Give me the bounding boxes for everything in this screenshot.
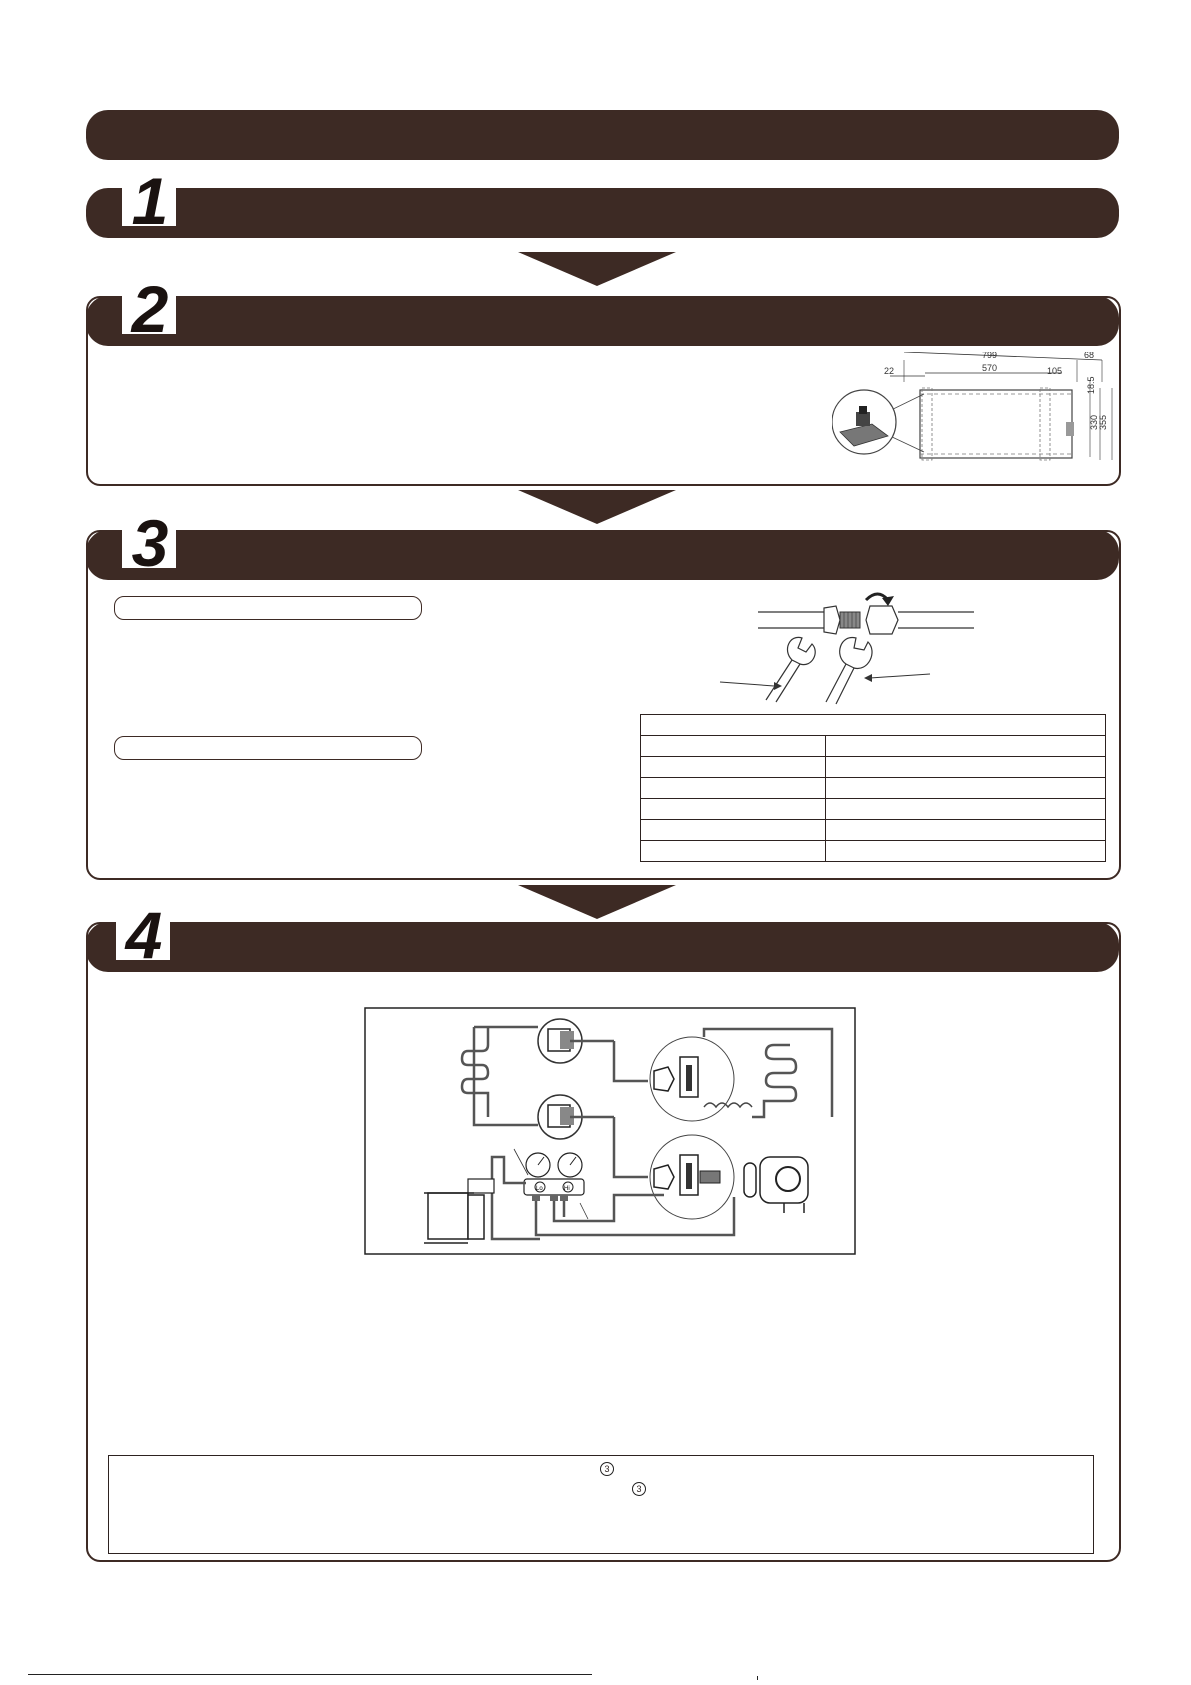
- circled-number-marker: 3: [632, 1482, 646, 1496]
- step-4-number: 4: [125, 898, 161, 972]
- dim-22: 22: [884, 366, 895, 376]
- dim-330: 330: [1089, 414, 1099, 430]
- low-gauge-label: Lo: [536, 1186, 543, 1192]
- dim-68: 68: [1084, 352, 1095, 360]
- table-row: [641, 778, 1106, 799]
- section-heading-box: [114, 596, 422, 620]
- table-cell: [826, 736, 1106, 757]
- step-4-badge: [116, 898, 170, 972]
- table-cell: [641, 799, 826, 820]
- dim-355: 355: [1098, 414, 1108, 430]
- table-row: [641, 820, 1106, 841]
- dim-18-5: 18.5: [1086, 376, 1096, 394]
- table-cell: [826, 757, 1106, 778]
- header-bar: [86, 110, 1119, 160]
- circled-number-marker: 3: [600, 1462, 614, 1476]
- footer-rule: [28, 1674, 592, 1675]
- dim-105: 105: [1047, 366, 1063, 376]
- table-cell: [826, 799, 1106, 820]
- step-3-badge: [122, 506, 176, 580]
- step-2-number: 2: [131, 272, 167, 346]
- table-cell: [641, 841, 826, 862]
- down-arrow-icon: [518, 252, 676, 286]
- table-row: [641, 841, 1106, 862]
- footer-mark: [757, 1676, 758, 1680]
- dim-799: 799: [982, 352, 998, 360]
- vacuum-circuit-diagram: [364, 1007, 856, 1255]
- step-1-bar: [86, 188, 1119, 238]
- flare-connection-illustration: [716, 590, 986, 710]
- step-2-bar: [86, 296, 1119, 346]
- table-cell: [641, 736, 826, 757]
- table-cell: [641, 757, 826, 778]
- table-cell: [641, 778, 826, 799]
- step-1-badge: [122, 164, 176, 238]
- table-row: [641, 715, 1106, 736]
- step-2-badge: [122, 272, 176, 346]
- table-row: [641, 799, 1106, 820]
- step-4-bar: [86, 922, 1119, 972]
- down-arrow-icon: [518, 885, 676, 919]
- table-cell: [826, 820, 1106, 841]
- table-row: [641, 736, 1106, 757]
- table-row: [641, 757, 1106, 778]
- high-gauge-label: Hi: [564, 1186, 570, 1192]
- table-cell: [826, 841, 1106, 862]
- dim-570: 570: [982, 363, 998, 373]
- unit-dimension-drawing: [832, 352, 1114, 474]
- table-header-cell: [641, 715, 1106, 736]
- step-3-number: 3: [131, 506, 167, 580]
- torque-table: [640, 714, 1106, 862]
- step-3-bar: [86, 530, 1119, 580]
- table-cell: [641, 820, 826, 841]
- step-1-number: 1: [131, 164, 167, 238]
- down-arrow-icon: [518, 490, 676, 524]
- section-heading-box: [114, 736, 422, 760]
- table-cell: [826, 778, 1106, 799]
